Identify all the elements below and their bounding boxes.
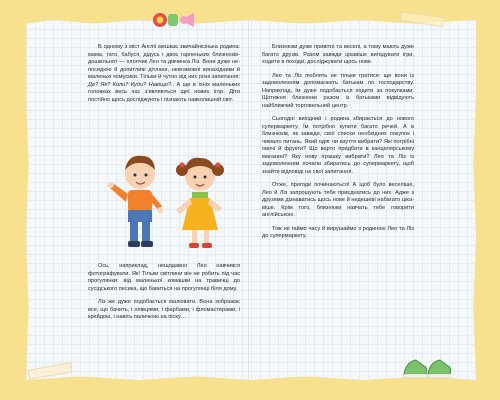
supermarket-paragraph: Сьогодні вихідний і родина збирається до нового супермаркету. Їм потрібно купити багато речей. А в близнюків, як завжди, свої списки необхідних покупок і чимало питань. Який одяг чи взуття вибрати? Які потрібні овочі й фрукти? Що варто придбати в канцелярському магазині? Яку нову іграшку вибрати? Лео та Ліз із задоволенням почали збиратись до супермаркету, щоб знайти відповіді на свої запитання. <box>262 116 414 175</box>
sneakers-illustration <box>402 352 458 380</box>
right-column <box>262 44 414 247</box>
intro-paragraph: В одному з міст Англії мешкає звичайнісінька родина: мама, тато, бабуся, дідусь і двоє гарненьких близнюків-дошкільнят — хлопчик Лео та дівчинка Ліз. Вони дуже непосидючі й допитливі дітлахи, невгамовні винахідники й маленькі чомусики. Тільки й чутно від них різні запитання: Де? Як? Коли? Куди? Навіщо?.. А ще в їхніх маленьких головках весь час з'являються ідеї нових ігор. Діти постійно щось досліджують і пізнають навколишній світ. <box>88 44 240 103</box>
boy-leo <box>108 156 163 247</box>
left-column-top <box>88 44 240 110</box>
left-column-bottom <box>88 263 240 328</box>
twins-illustration <box>96 148 246 256</box>
help-paragraph: Лео та Ліз люблять не тільки гратися: ще вони із задоволенням допомагають батькам по господарству. Наприклад, їм дуже подобається ходити за покупками. Щотижня близнюки разом із батьками відвідують найближчий торговельний центр. <box>262 72 414 109</box>
adventure-paragraph: Отже, пригоди починаються! А щоб було веселіше, Лео й Ліз запрошують тебе приєднатись до них. Адже з друзями дізнаватись щось нове й недешеві набагато цікавіше. Крім того, близнюки навчать тебе говорити англійською. <box>262 182 414 218</box>
page-gutter <box>248 20 249 380</box>
leo-paragraph: Ось, наприклад, нещодавно Лео навчився фотографувати. Як! Тільки світлини він не робить під час прогулянки: від маленької комашки на травичці до сусідського песика, що бавиться на прогулянці біля дому. <box>88 263 240 292</box>
liz-paragraph: Ліз же дуже подобається малювати. Вона зображає все, що бачить, і олівцями, і фарбами, і фломастерами, і крейдою, і навіть паличкою на піску… <box>88 299 240 320</box>
candy-illustration <box>150 8 194 32</box>
closing-paragraph: Тож не гаймо часу й вирушаймо з родиною Лео та Ліз до супермаркету. <box>262 225 414 239</box>
girl-liz <box>176 158 224 248</box>
friends-paragraph: Близнюки дуже привітні та веселі, а тому мають дуже багато друзів. Разом завжди цікавіше вигадувати ігри, ходити в походи, досліджувати щось нове. <box>262 44 414 65</box>
